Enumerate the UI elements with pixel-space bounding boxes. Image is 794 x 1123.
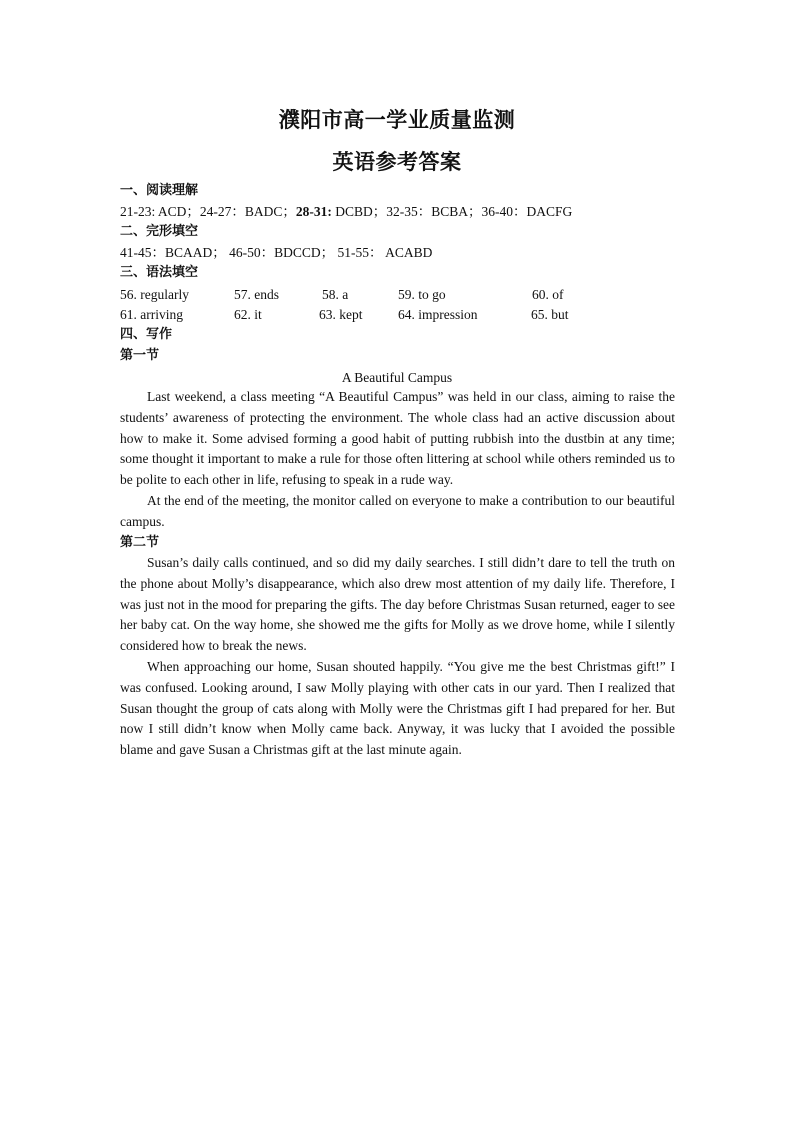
section-reading-heading: 一、阅读理解: [120, 183, 199, 198]
grammar-answer: 56. regularly: [120, 287, 189, 302]
section-writing-heading: 四、写作: [120, 327, 173, 342]
story-paragraph: Susan’s daily calls continued, and so did my daily searches. I still didn’t dare to tell the truth on the phone about Molly’s disappearance, which also drew most attention of my daily life. Therefore, I was just not in the mood for preparing the gifts. The day before Christmas Susan returned, eager to see her baby cat. On the way home, she showed me the gifts for Molly as we drove home, while I silently considered how to break the news.: [120, 555, 675, 654]
reading-answers: [120, 203, 572, 220]
document-title: 濮阳市高一学业质量监测: [278, 107, 516, 132]
reading-answers-part1: 21-23: ACD；24-27：BADC；: [120, 204, 296, 219]
grammar-answer: 64. impression: [398, 307, 478, 322]
grammar-answer: 59. to go: [398, 287, 446, 302]
document-subtitle: 英语参考答案: [332, 149, 462, 174]
essay-paragraph: Last weekend, a class meeting “A Beautiful Campus” was held in our class, aiming to raise the students’ awareness of protecting the environment. The whole class had an active discussion about how to make it. Some advised forming a good habit of putting rubbish into the dustbin at any time; some thought it important to make a rule for those often littering at school while others reminded us to be polite to each other in life, refusing to speak in a rude way.: [120, 389, 675, 488]
section-cloze-heading: 二、完形填空: [120, 224, 199, 239]
grammar-answer: 63. kept: [319, 307, 363, 322]
grammar-answer: 58. a: [322, 287, 349, 302]
grammar-answer: 62. it: [234, 307, 262, 322]
essay-paragraph: At the end of the meeting, the monitor called on everyone to make a contribution to our beautiful campus.: [120, 493, 675, 529]
grammar-answer: 61. arriving: [120, 307, 183, 322]
reading-answers-part2: 28-31:: [295, 204, 332, 219]
writing-part1-heading: 第一节: [120, 348, 160, 363]
reading-answers-part3: DCBD；32-35：BCBA；36-40：DACFG: [331, 204, 573, 219]
story-paragraph: When approaching our home, Susan shouted happily. “You give me the best Christmas gift!” I was confused. Looking around, I saw Molly playing with other cats in our yard. Then I realized that Susan thought the group of cats along with Molly were the Christmas gift I had prepared for her. But now I still didn’t know when Molly came back. Anyway, it was lucky that I avoided the possible blame and gave Susan a Christmas gift at the last minute again.: [120, 659, 675, 758]
section-grammar-heading: 三、语法填空: [120, 265, 199, 280]
writing-part2-heading: 第二节: [120, 535, 160, 550]
grammar-answer: 65. but: [531, 307, 569, 322]
cloze-answers: 41-45：BCAAD； 46-50：BDCCD； 51-55： ACABD: [120, 245, 433, 260]
grammar-answer: 60. of: [532, 287, 564, 302]
essay-title: A Beautiful Campus: [341, 370, 453, 385]
grammar-answer: 57. ends: [234, 287, 279, 302]
